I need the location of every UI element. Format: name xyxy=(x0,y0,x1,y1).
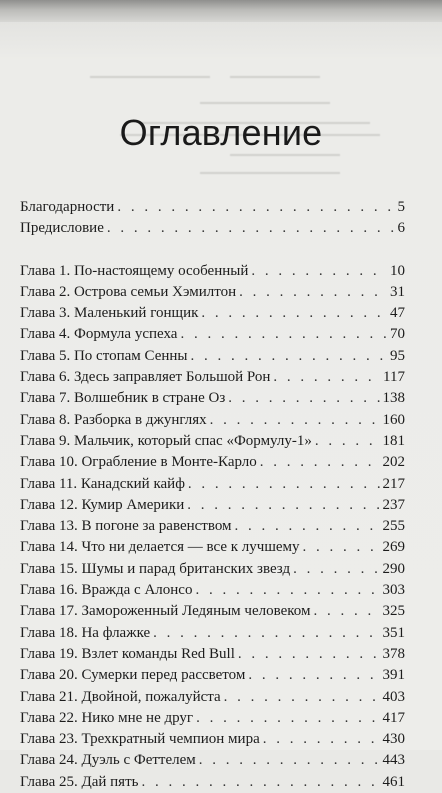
toc-entry-label: Глава 3. Маленький гонщик xyxy=(20,305,199,322)
table-of-contents xyxy=(20,197,405,793)
toc-entry-label: Глава 16. Вражда с Алонсо xyxy=(20,582,193,599)
toc-entry-chapter-18[interactable] xyxy=(20,623,405,644)
dot-leader xyxy=(196,708,379,729)
dot-leader xyxy=(303,537,380,558)
dot-leader xyxy=(273,367,380,388)
toc-entry-page: 417 xyxy=(382,709,405,726)
dot-leader xyxy=(107,218,395,239)
toc-entry-page: 6 xyxy=(397,220,405,237)
toc-entry-page: 31 xyxy=(390,283,405,300)
dot-leader xyxy=(239,282,387,303)
toc-entry-chapter-14[interactable] xyxy=(20,537,405,558)
page-top-edge xyxy=(0,0,442,22)
toc-entry-label: Глава 15. Шумы и парад британских звезд xyxy=(20,560,291,577)
toc-entry-label: Глава 25. Дай пять xyxy=(20,773,139,790)
toc-entry-label: Глава 12. Кумир Америки xyxy=(20,496,185,513)
toc-entry-page: 290 xyxy=(382,560,405,577)
toc-entry-label: Глава 11. Канадский кайф xyxy=(20,475,185,492)
toc-entry-label: Глава 4. Формула успеха xyxy=(20,326,178,343)
dot-leader xyxy=(228,388,379,409)
toc-entry-page: 269 xyxy=(382,539,405,556)
toc-entry-chapter-11[interactable] xyxy=(20,474,405,495)
dot-leader xyxy=(199,750,380,771)
toc-entry-chapter-2[interactable] xyxy=(20,282,405,303)
dot-leader xyxy=(141,772,379,793)
toc-entry-chapter-21[interactable] xyxy=(20,687,405,708)
toc-entry-chapter-20[interactable] xyxy=(20,665,405,686)
toc-entry-chapter-23[interactable] xyxy=(20,729,405,750)
dot-leader xyxy=(248,665,379,686)
toc-entry-page: 378 xyxy=(382,645,405,662)
toc-entry-acknowledgements[interactable] xyxy=(20,197,405,218)
toc-entry-page: 10 xyxy=(390,262,405,279)
dot-leader xyxy=(314,601,380,622)
toc-entry-chapter-3[interactable] xyxy=(20,303,405,324)
toc-entry-page: 255 xyxy=(382,518,405,535)
toc-entry-page: 181 xyxy=(382,432,405,449)
toc-entry-chapter-4[interactable] xyxy=(20,324,405,345)
toc-entry-chapter-8[interactable] xyxy=(20,410,405,431)
dot-leader xyxy=(293,559,379,580)
toc-entry-page: 351 xyxy=(382,624,405,641)
dot-leader xyxy=(180,324,387,345)
toc-entry-label: Благодарности xyxy=(20,199,115,215)
toc-entry-page: 461 xyxy=(382,773,405,790)
toc-entry-label: Глава 20. Сумерки перед рассветом xyxy=(20,667,246,684)
dot-leader xyxy=(210,410,380,431)
dot-leader xyxy=(195,580,379,601)
toc-entry-page: 47 xyxy=(390,305,405,322)
toc-entry-page: 430 xyxy=(382,731,405,748)
page-title: Оглавление xyxy=(119,112,323,153)
toc-entry-chapter-5[interactable] xyxy=(20,346,405,367)
toc-entry-label: Глава 2. Острова семьи Хэмилтон xyxy=(20,283,237,300)
dot-leader xyxy=(235,516,380,537)
dot-leader xyxy=(190,346,387,367)
toc-entry-label: Глава 23. Трехкратный чемпион мира xyxy=(20,731,260,748)
dot-leader xyxy=(251,261,387,282)
toc-entry-label: Глава 19. Взлет команды Red Bull xyxy=(20,645,235,662)
toc-entry-label: Глава 7. Волшебник в стране Оз xyxy=(20,390,226,407)
toc-entry-label: Глава 1. По-настоящему особенный xyxy=(20,262,249,279)
toc-entry-page: 117 xyxy=(383,369,405,386)
toc-entry-page: 202 xyxy=(382,454,405,471)
toc-entry-page: 391 xyxy=(382,667,405,684)
toc-entry-label: Глава 5. По стопам Сенны xyxy=(20,347,188,364)
toc-entry-chapter-16[interactable] xyxy=(20,580,405,601)
toc-entry-label: Глава 22. Нико мне не друг xyxy=(20,709,194,726)
toc-entry-page: 403 xyxy=(382,688,405,705)
toc-entry-label: Глава 9. Мальчик, который спас «Формулу-1» xyxy=(20,432,312,449)
dot-leader xyxy=(153,623,379,644)
toc-entry-page: 160 xyxy=(382,411,405,428)
toc-entry-chapter-17[interactable] xyxy=(20,601,405,622)
toc-entry-chapter-12[interactable] xyxy=(20,495,405,516)
toc-entry-page: 95 xyxy=(390,347,405,364)
toc-entry-page: 443 xyxy=(382,752,405,769)
toc-entry-label: Глава 21. Двойной, пожалуйста xyxy=(20,688,221,705)
toc-entry-page: 325 xyxy=(382,603,405,620)
dot-leader xyxy=(263,729,380,750)
dot-leader xyxy=(224,687,380,708)
dot-leader xyxy=(238,644,380,665)
toc-entry-label: Глава 10. Ограбление в Монте-Карло xyxy=(20,454,257,471)
dot-leader xyxy=(187,495,379,516)
toc-entry-page: 217 xyxy=(382,475,405,492)
dot-leader xyxy=(201,303,387,324)
dot-leader xyxy=(188,474,380,495)
toc-entry-page: 303 xyxy=(382,582,405,599)
toc-entry-page: 5 xyxy=(397,199,405,215)
toc-entry-chapter-1[interactable] xyxy=(20,261,405,282)
toc-entry-chapter-22[interactable] xyxy=(20,708,405,729)
toc-entry-chapter-15[interactable] xyxy=(20,559,405,580)
toc-entry-chapter-6[interactable] xyxy=(20,367,405,388)
toc-entry-foreword[interactable] xyxy=(20,218,405,239)
toc-entry-chapter-19[interactable] xyxy=(20,644,405,665)
toc-entry-label: Глава 24. Дуэль с Феттелем xyxy=(20,752,196,769)
toc-entry-label: Предисловие xyxy=(20,220,104,237)
toc-entry-label: Глава 14. Что ни делается — все к лучшему xyxy=(20,539,300,556)
toc-entry-chapter-9[interactable] xyxy=(20,431,405,452)
toc-entry-chapter-25[interactable] xyxy=(20,772,405,793)
dot-leader xyxy=(315,431,380,452)
toc-entry-chapter-7[interactable] xyxy=(20,388,405,409)
dot-leader xyxy=(260,452,380,473)
toc-entry-page: 237 xyxy=(382,496,405,513)
toc-entry-label: Глава 8. Разборка в джунглях xyxy=(20,411,207,428)
toc-entry-label: Глава 13. В погоне за равенством xyxy=(20,518,232,535)
dot-leader xyxy=(117,197,394,218)
toc-entry-chapter-10[interactable] xyxy=(20,452,405,473)
toc-entry-page: 70 xyxy=(390,326,405,343)
toc-entry-label: Глава 18. На флажке xyxy=(20,624,151,641)
section-spacer xyxy=(20,240,405,261)
toc-entry-page: 138 xyxy=(382,390,405,407)
toc-entry-chapter-24[interactable] xyxy=(20,750,405,771)
toc-entry-label: Глава 17. Замороженный Ледяным человеком xyxy=(20,603,311,620)
toc-entry-label: Глава 6. Здесь заправляет Большой Рон xyxy=(20,369,271,386)
toc-entry-chapter-13[interactable] xyxy=(20,516,405,537)
